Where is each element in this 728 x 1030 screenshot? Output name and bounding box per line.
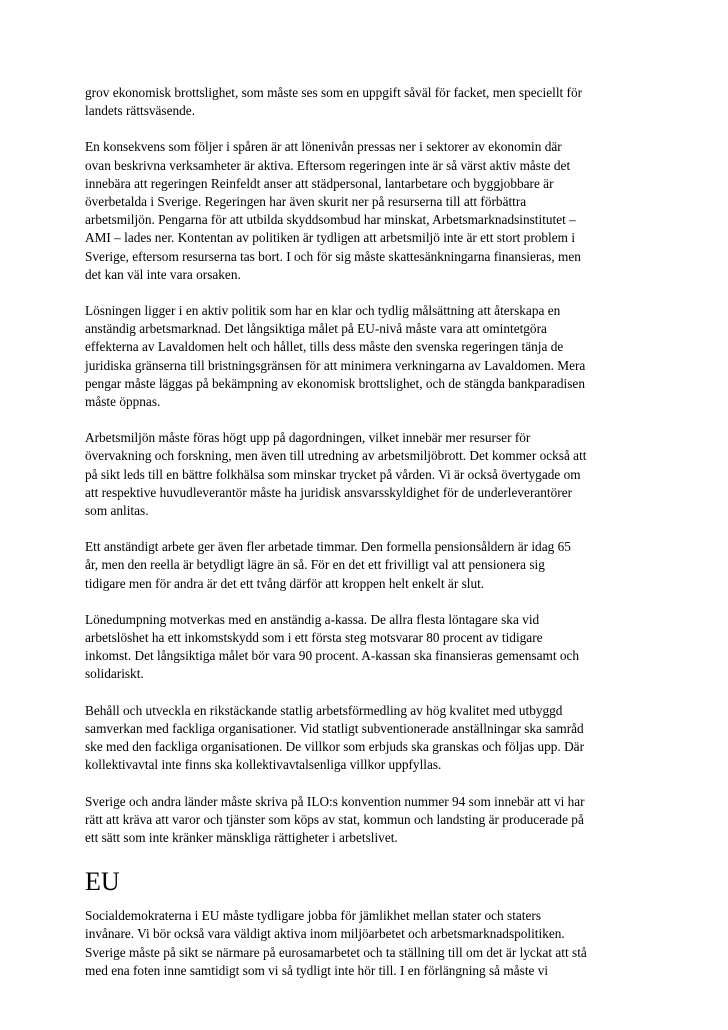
- text-line: arbetsmiljön. Pengarna för att utbilda skyddsombud har minskat, Arbetsmarknadsinstitutet –: [85, 212, 576, 228]
- text-line: Ett anständigt arbete ger även fler arbetade timmar. Den formella pensionsåldern är idag 65: [85, 539, 571, 555]
- paragraph: [85, 793, 647, 848]
- text-line: samverkan med fackliga organisationer. Vid statligt subventionerade anställningar ska samråd: [85, 720, 584, 736]
- text-line: ske med den fackliga organisationen. De villkor som erbjuds ska granskas och följas upp. Där: [85, 739, 585, 755]
- section-heading-eu: EU: [85, 867, 120, 897]
- text-line: Sverige, eftersom resurserna tas bort. I och för sig måste skattesänkningarna finansieras, men: [85, 248, 581, 264]
- text-line: juridiska gränserna till bristningsgränsen för att minimera verkningarna av Lavaldomen. Mera: [85, 357, 586, 373]
- text-line: det kan väl inte vara orsaken.: [85, 266, 241, 282]
- eu-section-text: [85, 907, 647, 980]
- text-line: innebära att regeringen Reinfeldt anser att städpersonal, lantarbetare och byggjobbare är: [85, 175, 554, 191]
- text-line: år, men den reella är betydligt lägre än så. För en det ett frivilligt val att pensionera sig: [85, 557, 545, 573]
- document-page: [85, 84, 647, 998]
- text-line: med ena foten inne samtidigt som vi så tydligt inte hör till. I en förlängning så måste vi: [85, 962, 549, 978]
- text-line: på sikt leds till en bättre folkhälsa som minskar trycket på vården. Vi är också övertygade om: [85, 466, 581, 482]
- paragraph: [85, 302, 647, 411]
- text-line: Arbetsmiljön måste föras högt upp på dagordningen, vilket innebär mer resurser för: [85, 430, 531, 446]
- text-line: Sverige och andra länder måste skriva på ILO:s konvention nummer 94 som innebär att vi har: [85, 793, 585, 809]
- text-line: landets rättsväsende.: [85, 103, 196, 119]
- text-line: Socialdemokraterna i EU måste tydligare jobba för jämlikhet mellan stater och staters: [85, 908, 542, 924]
- text-line: måste öppnas.: [85, 394, 161, 410]
- paragraph: [85, 702, 647, 775]
- text-line: solidariskt.: [85, 666, 144, 682]
- text-line: Behåll och utveckla en rikstäckande statlig arbetsförmedling av hög kvalitet med utbyggd: [85, 702, 563, 718]
- paragraph: [85, 907, 647, 980]
- text-line: pengar måste läggas på bekämpning av ekonomisk brottslighet, och de stängda bankparadisen: [85, 375, 585, 391]
- paragraph: [85, 138, 647, 284]
- paragraph: [85, 84, 647, 120]
- text-line: att respektive huvudleverantör måste ha juridisk ansvarsskyldighet för de underleverantörer: [85, 484, 573, 500]
- text-line: Lösningen ligger i en aktiv politik som har en klar och tydlig målsättning att återskapa en: [85, 303, 561, 319]
- text-line: övervakning och forskning, men även till utredning av arbetsmiljöbrott. Det kommer också att: [85, 448, 587, 464]
- paragraph: [85, 429, 647, 520]
- text-line: tidigare men för andra är det ett tvång därför att kroppen helt enkelt är slut.: [85, 575, 485, 591]
- text-line: ett sätt som inte kränker mänskliga rättigheter i arbetslivet.: [85, 829, 398, 845]
- text-line: grov ekonomisk brottslighet, som måste ses som en uppgift såväl för facket, men speciellt för: [85, 85, 583, 100]
- text-line: Sverige måste på sikt se närmare på eurosamarbetet och ta ställning till om det är lyckat att stå: [85, 944, 587, 960]
- text-line: kollektivavtal inte finns ska kollektivavtalsenliga villkor uppfyllas.: [85, 757, 442, 773]
- text-line: rätt att kräva att varor och tjänster som köps av stat, kommun och landsting är producerade på: [85, 811, 584, 827]
- text-line: En konsekvens som följer i spåren är att lönenivån pressas ner i sektorer av ekonomin där: [85, 139, 562, 155]
- text-line: invånare. Vi bör också vara väldigt aktiva inom miljöarbetet och arbetsmarknadspolitiken.: [85, 926, 565, 942]
- text-line: AMI – lades ner. Kontentan av politiken är tydligen att arbetsmiljö inte är ett stort problem i: [85, 230, 576, 246]
- paragraph: [85, 538, 647, 593]
- text-line: anständig arbetsmarknad. Det långsiktiga målet på EU-nivå måste vara att omintetgöra: [85, 321, 547, 337]
- paragraph: [85, 611, 647, 684]
- text-line: som anlitas.: [85, 503, 149, 519]
- text-line: Lönedumpning motverkas med en anständig a-kassa. De allra flesta löntagare ska vid: [85, 611, 540, 627]
- body-text-section: [85, 84, 647, 847]
- text-line: ovan beskrivna verksamheter är aktiva. Eftersom regeringen inte är så värst aktiv måste det: [85, 157, 571, 173]
- text-line: arbetslöshet ha ett inkomstskydd som i ett första steg motsvarar 80 procent av tidigare: [85, 630, 543, 646]
- text-line: effekterna av Lavaldomen helt och hållet, tills dess måste den svenska regeringen tänja de: [85, 339, 564, 355]
- text-line: inkomst. Det långsiktiga målet bör vara 90 procent. A-kassan ska finansieras gemensamt och: [85, 648, 580, 664]
- text-line: överbetalda i Sverige. Regeringen har även skurit ner på resurserna till att förbättra: [85, 194, 527, 210]
